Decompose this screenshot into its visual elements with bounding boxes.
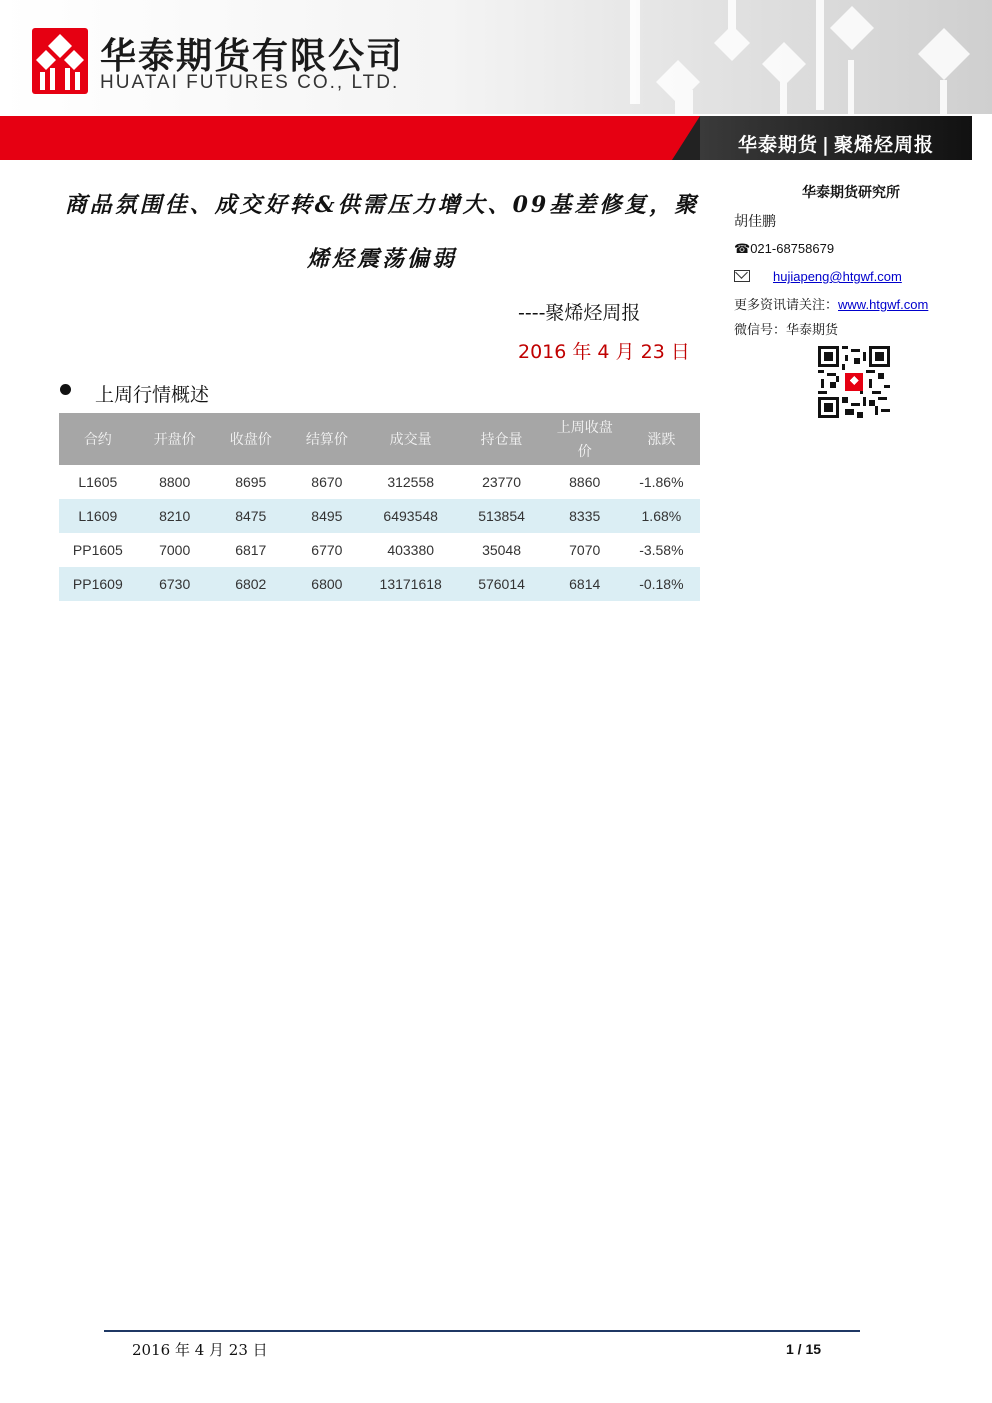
table-cell: PP1605 xyxy=(72,542,123,558)
qr-code-icon xyxy=(818,346,890,418)
column-header: 持仓量 xyxy=(456,413,546,465)
research-institute: 华泰期货研究所 xyxy=(802,185,900,201)
banner-separator: | xyxy=(822,134,830,156)
table-row xyxy=(59,465,700,499)
analyst-email-link[interactable]: hujiapeng@htgwf.com xyxy=(773,269,902,284)
column-header: 收盘价 xyxy=(213,413,289,465)
table-cell: 6493548 xyxy=(365,499,457,533)
table-cell: 8475 xyxy=(213,499,289,533)
table-cell: -3.58% xyxy=(639,542,684,558)
analyst-phone: ☎021-68758679 xyxy=(734,241,835,256)
table-cell: 13171618 xyxy=(365,567,457,601)
table-cell: 6814 xyxy=(547,567,623,601)
table-cell: 6817 xyxy=(235,542,267,558)
table-cell: 8800 xyxy=(159,474,191,490)
table-row xyxy=(59,567,700,601)
table-cell: 6730 xyxy=(137,567,213,601)
table-cell: 8210 xyxy=(137,499,213,533)
table-cell: 8495 xyxy=(289,499,365,533)
table-cell: 312558 xyxy=(387,474,435,490)
report-date: 2016 年 4 月 23 日 xyxy=(518,341,690,363)
table-cell: 8335 xyxy=(547,499,623,533)
table-cell: 8860 xyxy=(569,474,601,490)
column-header: 结算价 xyxy=(289,413,365,465)
table-cell: 35048 xyxy=(482,542,522,558)
table-cell: -0.18% xyxy=(623,567,700,601)
page-number: 1 / 15 xyxy=(786,1341,822,1357)
header-banner xyxy=(0,0,992,114)
banner-title-left: 华泰期货 xyxy=(738,134,819,156)
table-cell: 6770 xyxy=(311,542,343,558)
table-cell: 403380 xyxy=(387,542,435,558)
table-cell: 6800 xyxy=(289,567,365,601)
company-name-cn: 华泰期货有限公司 xyxy=(100,36,405,77)
table-row xyxy=(59,533,700,567)
table-cell: 7000 xyxy=(159,542,191,558)
market-table xyxy=(59,413,700,601)
red-banner xyxy=(0,116,700,160)
column-header: 成交量 xyxy=(365,413,457,465)
table-row xyxy=(59,499,700,533)
envelope-icon xyxy=(734,270,750,282)
report-subtitle: ----聚烯烃周报 xyxy=(518,302,641,324)
more-info-label: 更多资讯请关注： xyxy=(734,298,839,313)
huatai-logo-icon xyxy=(32,28,88,94)
footer-divider xyxy=(104,1330,860,1332)
table-cell: 1.68% xyxy=(623,499,700,533)
column-header: 开盘价 xyxy=(137,413,213,465)
banner-title-right: 聚烯烃周报 xyxy=(833,134,934,156)
column-header: 合约 xyxy=(59,413,137,465)
column-header: 上周收盘价 xyxy=(547,413,623,465)
table-cell: 8670 xyxy=(311,474,343,490)
table-cell: -1.86% xyxy=(639,474,684,490)
footer-date: 2016 年 4 月 23 日 xyxy=(132,1341,268,1359)
website-link[interactable]: www.htgwf.com xyxy=(838,297,929,312)
bullet-icon xyxy=(60,384,71,395)
decorative-pattern-icon xyxy=(560,0,992,114)
table-cell: 576014 xyxy=(456,567,546,601)
banner-title xyxy=(738,130,934,157)
table-cell: 8695 xyxy=(235,474,267,490)
column-header: 涨跌 xyxy=(623,413,700,465)
analyst-name: 胡佳鹏 xyxy=(734,214,776,230)
table-cell: 7070 xyxy=(569,542,601,558)
table-header-row xyxy=(59,413,700,465)
report-title: 商品氛围佳、成交好转&供需压力增大、09基差修复，聚烯烃震荡偏弱 xyxy=(64,192,700,272)
table-cell: L1609 xyxy=(59,499,137,533)
table-cell: 23770 xyxy=(482,474,522,490)
wechat-id: 微信号：华泰期货 xyxy=(734,323,839,338)
table-cell: PP1609 xyxy=(59,567,137,601)
section-heading: 上周行情概述 xyxy=(95,384,210,406)
table-cell: L1605 xyxy=(78,474,118,490)
table-cell: 6802 xyxy=(213,567,289,601)
banner-slant xyxy=(672,116,700,160)
more-info xyxy=(734,294,928,313)
company-name-en: HUATAI FUTURES CO., LTD. xyxy=(100,72,400,93)
table-cell: 513854 xyxy=(456,499,546,533)
